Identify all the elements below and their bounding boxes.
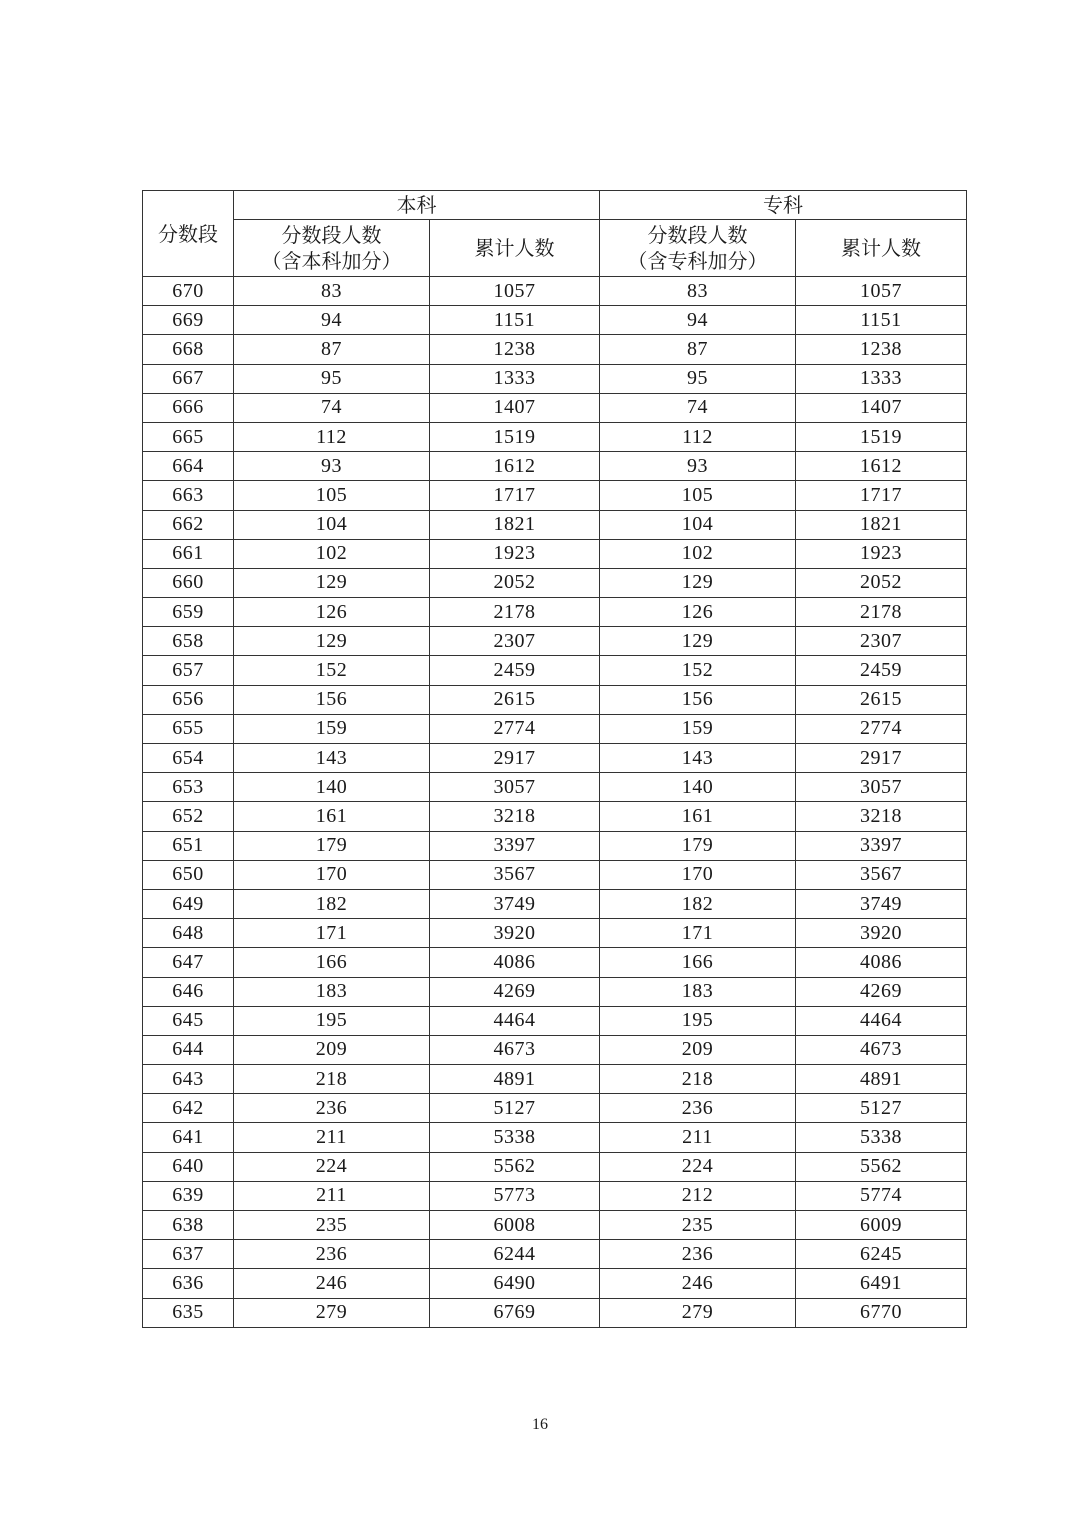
cell-benke-cumulative: 4086 — [430, 948, 600, 977]
cell-zhuanke-cumulative: 6245 — [796, 1240, 967, 1269]
cell-benke-count: 209 — [234, 1035, 430, 1064]
table-row — [143, 539, 967, 568]
cell-score: 655 — [143, 714, 234, 743]
cell-benke-cumulative: 2917 — [430, 744, 600, 773]
cell-zhuanke-cumulative: 2178 — [796, 598, 967, 627]
cell-benke-count: 224 — [234, 1152, 430, 1181]
table-row — [143, 656, 967, 685]
header-benke-cumulative: 累计人数 — [430, 220, 600, 277]
cell-zhuanke-count: 83 — [600, 277, 796, 306]
cell-zhuanke-count: 211 — [600, 1123, 796, 1152]
cell-benke-cumulative: 5773 — [430, 1181, 600, 1210]
cell-score: 666 — [143, 393, 234, 422]
cell-benke-cumulative: 1151 — [430, 306, 600, 335]
cell-benke-cumulative: 3218 — [430, 802, 600, 831]
cell-score: 649 — [143, 889, 234, 918]
cell-score: 644 — [143, 1035, 234, 1064]
header-group-zhuanke: 专科 — [600, 191, 967, 220]
cell-zhuanke-count: 170 — [600, 860, 796, 889]
cell-zhuanke-count: 182 — [600, 889, 796, 918]
cell-score: 640 — [143, 1152, 234, 1181]
cell-zhuanke-cumulative: 3567 — [796, 860, 967, 889]
cell-score: 645 — [143, 1006, 234, 1035]
cell-benke-cumulative: 2307 — [430, 627, 600, 656]
cell-zhuanke-cumulative: 4086 — [796, 948, 967, 977]
cell-benke-cumulative: 3057 — [430, 773, 600, 802]
cell-score: 664 — [143, 452, 234, 481]
cell-zhuanke-count: 235 — [600, 1211, 796, 1240]
table-header-row-2 — [143, 220, 967, 277]
cell-zhuanke-cumulative: 3920 — [796, 919, 967, 948]
cell-score: 668 — [143, 335, 234, 364]
cell-benke-cumulative: 1333 — [430, 364, 600, 393]
cell-zhuanke-count: 166 — [600, 948, 796, 977]
table-row — [143, 422, 967, 451]
cell-score: 635 — [143, 1298, 234, 1327]
table-row — [143, 1269, 967, 1298]
cell-zhuanke-count: 129 — [600, 627, 796, 656]
cell-benke-count: 102 — [234, 539, 430, 568]
table-row — [143, 510, 967, 539]
cell-zhuanke-count: 126 — [600, 598, 796, 627]
cell-zhuanke-cumulative: 2052 — [796, 568, 967, 597]
cell-benke-cumulative: 2459 — [430, 656, 600, 685]
table-row — [143, 831, 967, 860]
header-zhuanke-segment-count-line2: （含专科加分） — [627, 249, 768, 273]
cell-benke-count: 166 — [234, 948, 430, 977]
cell-benke-count: 143 — [234, 744, 430, 773]
cell-zhuanke-cumulative: 3749 — [796, 889, 967, 918]
cell-benke-cumulative: 2615 — [430, 685, 600, 714]
cell-zhuanke-count: 156 — [600, 685, 796, 714]
cell-score: 669 — [143, 306, 234, 335]
table-row — [143, 1240, 967, 1269]
cell-score: 643 — [143, 1065, 234, 1094]
table-row — [143, 335, 967, 364]
cell-benke-count: 87 — [234, 335, 430, 364]
cell-zhuanke-count: 94 — [600, 306, 796, 335]
cell-benke-count: 140 — [234, 773, 430, 802]
cell-score: 656 — [143, 685, 234, 714]
cell-zhuanke-count: 279 — [600, 1298, 796, 1327]
table-row — [143, 773, 967, 802]
cell-score: 663 — [143, 481, 234, 510]
cell-benke-cumulative: 3567 — [430, 860, 600, 889]
table-row — [143, 1152, 967, 1181]
cell-score: 646 — [143, 977, 234, 1006]
cell-zhuanke-cumulative: 1151 — [796, 306, 967, 335]
cell-zhuanke-count: 195 — [600, 1006, 796, 1035]
cell-benke-count: 159 — [234, 714, 430, 743]
table-row — [143, 452, 967, 481]
cell-benke-count: 170 — [234, 860, 430, 889]
cell-benke-count: 129 — [234, 568, 430, 597]
cell-zhuanke-count: 129 — [600, 568, 796, 597]
cell-score: 654 — [143, 744, 234, 773]
cell-score: 660 — [143, 568, 234, 597]
header-benke-segment-count — [234, 220, 430, 277]
cell-zhuanke-count: 104 — [600, 510, 796, 539]
cell-benke-cumulative: 2178 — [430, 598, 600, 627]
cell-zhuanke-cumulative: 1407 — [796, 393, 967, 422]
cell-benke-count: 235 — [234, 1211, 430, 1240]
cell-benke-count: 236 — [234, 1094, 430, 1123]
cell-benke-cumulative: 1821 — [430, 510, 600, 539]
cell-zhuanke-cumulative: 5338 — [796, 1123, 967, 1152]
cell-benke-count: 211 — [234, 1123, 430, 1152]
cell-zhuanke-cumulative: 2615 — [796, 685, 967, 714]
header-zhuanke-cumulative: 累计人数 — [796, 220, 967, 277]
cell-zhuanke-cumulative: 1238 — [796, 335, 967, 364]
cell-zhuanke-cumulative: 4269 — [796, 977, 967, 1006]
cell-zhuanke-count: 171 — [600, 919, 796, 948]
header-benke-segment-count-line2: （含本科加分） — [261, 249, 402, 273]
table-row — [143, 744, 967, 773]
table-row — [143, 919, 967, 948]
cell-score: 659 — [143, 598, 234, 627]
table-row — [143, 714, 967, 743]
table-row — [143, 1065, 967, 1094]
cell-score: 647 — [143, 948, 234, 977]
cell-benke-count: 161 — [234, 802, 430, 831]
cell-score: 661 — [143, 539, 234, 568]
cell-benke-count: 182 — [234, 889, 430, 918]
table-row — [143, 568, 967, 597]
table-row — [143, 889, 967, 918]
cell-benke-cumulative: 1717 — [430, 481, 600, 510]
cell-benke-cumulative: 2774 — [430, 714, 600, 743]
cell-benke-count: 211 — [234, 1181, 430, 1210]
cell-benke-count: 195 — [234, 1006, 430, 1035]
cell-zhuanke-cumulative: 3057 — [796, 773, 967, 802]
cell-zhuanke-count: 236 — [600, 1240, 796, 1269]
cell-benke-cumulative: 4269 — [430, 977, 600, 1006]
cell-zhuanke-cumulative: 1519 — [796, 422, 967, 451]
cell-zhuanke-cumulative: 6009 — [796, 1211, 967, 1240]
cell-benke-count: 152 — [234, 656, 430, 685]
table-row — [143, 364, 967, 393]
table-row — [143, 1123, 967, 1152]
table-row — [143, 1211, 967, 1240]
header-zhuanke-segment-count — [600, 220, 796, 277]
cell-score: 653 — [143, 773, 234, 802]
table-row — [143, 393, 967, 422]
cell-benke-cumulative: 3397 — [430, 831, 600, 860]
cell-zhuanke-cumulative: 1333 — [796, 364, 967, 393]
cell-benke-cumulative: 1238 — [430, 335, 600, 364]
cell-benke-cumulative: 3920 — [430, 919, 600, 948]
cell-score: 639 — [143, 1181, 234, 1210]
cell-benke-count: 126 — [234, 598, 430, 627]
cell-zhuanke-count: 183 — [600, 977, 796, 1006]
cell-benke-cumulative: 1407 — [430, 393, 600, 422]
cell-benke-cumulative: 5562 — [430, 1152, 600, 1181]
cell-benke-cumulative: 3749 — [430, 889, 600, 918]
cell-benke-cumulative: 4891 — [430, 1065, 600, 1094]
cell-zhuanke-count: 246 — [600, 1269, 796, 1298]
cell-zhuanke-cumulative: 1923 — [796, 539, 967, 568]
cell-zhuanke-count: 105 — [600, 481, 796, 510]
cell-score: 636 — [143, 1269, 234, 1298]
cell-benke-count: 74 — [234, 393, 430, 422]
cell-zhuanke-count: 87 — [600, 335, 796, 364]
cell-benke-count: 105 — [234, 481, 430, 510]
header-group-benke: 本科 — [234, 191, 600, 220]
cell-zhuanke-cumulative: 2774 — [796, 714, 967, 743]
cell-benke-cumulative: 1612 — [430, 452, 600, 481]
cell-zhuanke-count: 212 — [600, 1181, 796, 1210]
table-row — [143, 1035, 967, 1064]
cell-score: 652 — [143, 802, 234, 831]
page-number: 16 — [532, 1416, 548, 1433]
table-row — [143, 277, 967, 306]
table-header-row-1 — [143, 191, 967, 220]
cell-zhuanke-cumulative: 2459 — [796, 656, 967, 685]
cell-zhuanke-cumulative: 1717 — [796, 481, 967, 510]
table-row — [143, 1006, 967, 1035]
cell-zhuanke-count: 179 — [600, 831, 796, 860]
cell-benke-count: 183 — [234, 977, 430, 1006]
cell-zhuanke-count: 95 — [600, 364, 796, 393]
cell-benke-cumulative: 5127 — [430, 1094, 600, 1123]
table-row — [143, 306, 967, 335]
cell-benke-count: 179 — [234, 831, 430, 860]
cell-score: 657 — [143, 656, 234, 685]
cell-benke-cumulative: 5338 — [430, 1123, 600, 1152]
header-score-segment: 分数段 — [143, 191, 234, 277]
cell-benke-cumulative: 1519 — [430, 422, 600, 451]
table-row — [143, 598, 967, 627]
cell-zhuanke-count: 140 — [600, 773, 796, 802]
cell-benke-cumulative: 4673 — [430, 1035, 600, 1064]
cell-zhuanke-count: 159 — [600, 714, 796, 743]
table-body — [143, 277, 967, 1328]
cell-zhuanke-cumulative: 6770 — [796, 1298, 967, 1327]
cell-benke-cumulative: 6490 — [430, 1269, 600, 1298]
table-row — [143, 1181, 967, 1210]
table-row — [143, 977, 967, 1006]
cell-zhuanke-count: 152 — [600, 656, 796, 685]
cell-score: 670 — [143, 277, 234, 306]
cell-zhuanke-count: 74 — [600, 393, 796, 422]
table-row — [143, 802, 967, 831]
cell-zhuanke-count: 224 — [600, 1152, 796, 1181]
cell-benke-count: 83 — [234, 277, 430, 306]
cell-zhuanke-cumulative: 1612 — [796, 452, 967, 481]
cell-zhuanke-cumulative: 5562 — [796, 1152, 967, 1181]
cell-score: 658 — [143, 627, 234, 656]
cell-benke-count: 171 — [234, 919, 430, 948]
cell-score: 642 — [143, 1094, 234, 1123]
cell-zhuanke-count: 161 — [600, 802, 796, 831]
score-distribution-table — [142, 190, 967, 1328]
cell-zhuanke-cumulative: 2917 — [796, 744, 967, 773]
cell-score: 638 — [143, 1211, 234, 1240]
cell-benke-cumulative: 4464 — [430, 1006, 600, 1035]
cell-score: 637 — [143, 1240, 234, 1269]
cell-zhuanke-cumulative: 4673 — [796, 1035, 967, 1064]
cell-benke-cumulative: 6008 — [430, 1211, 600, 1240]
cell-score: 651 — [143, 831, 234, 860]
cell-zhuanke-cumulative: 5127 — [796, 1094, 967, 1123]
cell-zhuanke-count: 93 — [600, 452, 796, 481]
cell-score: 648 — [143, 919, 234, 948]
cell-benke-count: 218 — [234, 1065, 430, 1094]
cell-benke-cumulative: 6244 — [430, 1240, 600, 1269]
cell-zhuanke-cumulative: 4891 — [796, 1065, 967, 1094]
header-benke-segment-count-line1: 分数段人数 — [281, 223, 382, 247]
cell-zhuanke-cumulative: 6491 — [796, 1269, 967, 1298]
cell-zhuanke-cumulative: 5774 — [796, 1181, 967, 1210]
cell-score: 665 — [143, 422, 234, 451]
cell-zhuanke-cumulative: 1821 — [796, 510, 967, 539]
cell-zhuanke-count: 102 — [600, 539, 796, 568]
cell-benke-cumulative: 1057 — [430, 277, 600, 306]
cell-zhuanke-cumulative: 4464 — [796, 1006, 967, 1035]
table-row — [143, 481, 967, 510]
cell-zhuanke-cumulative: 3218 — [796, 802, 967, 831]
cell-zhuanke-cumulative: 2307 — [796, 627, 967, 656]
cell-zhuanke-count: 209 — [600, 1035, 796, 1064]
cell-benke-count: 104 — [234, 510, 430, 539]
cell-benke-count: 246 — [234, 1269, 430, 1298]
cell-zhuanke-cumulative: 1057 — [796, 277, 967, 306]
table-row — [143, 860, 967, 889]
cell-benke-count: 95 — [234, 364, 430, 393]
table-row — [143, 948, 967, 977]
header-zhuanke-segment-count-line1: 分数段人数 — [647, 223, 748, 247]
cell-zhuanke-count: 218 — [600, 1065, 796, 1094]
cell-benke-count: 129 — [234, 627, 430, 656]
cell-zhuanke-cumulative: 3397 — [796, 831, 967, 860]
cell-benke-count: 112 — [234, 422, 430, 451]
cell-score: 650 — [143, 860, 234, 889]
cell-score: 641 — [143, 1123, 234, 1152]
table-row — [143, 685, 967, 714]
cell-benke-cumulative: 2052 — [430, 568, 600, 597]
cell-zhuanke-count: 143 — [600, 744, 796, 773]
table-row — [143, 1094, 967, 1123]
cell-zhuanke-count: 112 — [600, 422, 796, 451]
cell-benke-count: 94 — [234, 306, 430, 335]
cell-benke-count: 156 — [234, 685, 430, 714]
cell-benke-cumulative: 1923 — [430, 539, 600, 568]
cell-benke-count: 236 — [234, 1240, 430, 1269]
cell-benke-count: 93 — [234, 452, 430, 481]
cell-benke-cumulative: 6769 — [430, 1298, 600, 1327]
table-row — [143, 1298, 967, 1327]
cell-score: 667 — [143, 364, 234, 393]
cell-benke-count: 279 — [234, 1298, 430, 1327]
table-row — [143, 627, 967, 656]
cell-score: 662 — [143, 510, 234, 539]
cell-zhuanke-count: 236 — [600, 1094, 796, 1123]
